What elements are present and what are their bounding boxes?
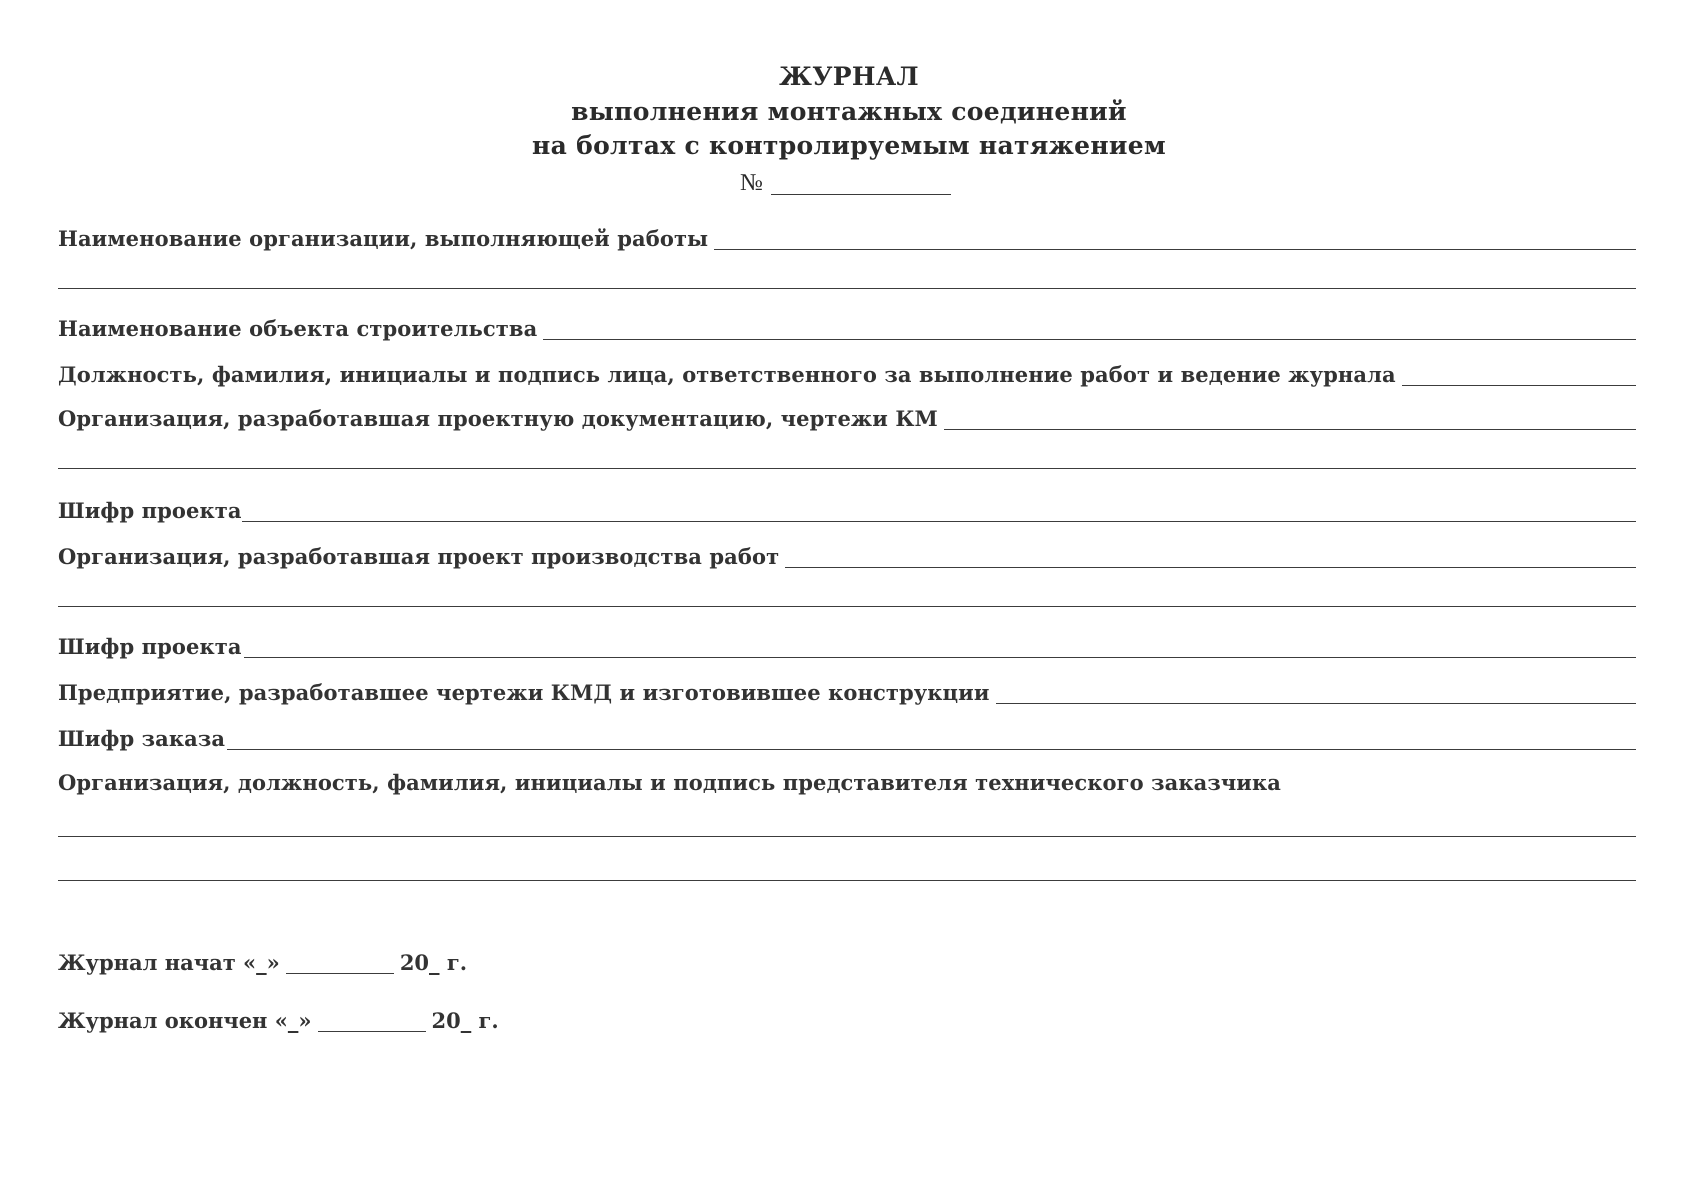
journal-subtitle-line-1: выполнения монтажных соединений [571, 97, 1127, 126]
org-executing-blank[interactable] [714, 229, 1636, 250]
ppr-org-label: Организация, разработавшая проект производства работ [58, 544, 780, 569]
field-ppr-org [58, 540, 1636, 568]
journal-started-label: Журнал начат «_» [58, 950, 280, 975]
journal-started-month-blank[interactable] [286, 955, 394, 974]
journal-ended-year: 20_ г. [431, 1008, 499, 1033]
field-object-name [58, 312, 1636, 340]
design-org-km-label: Организация, разработавшая проектную документацию, чертежи КМ [58, 406, 938, 431]
project-code-2-label: Шифр проекта [58, 634, 242, 659]
journal-ended-label: Журнал окончен «_» [58, 1008, 312, 1033]
kmd-enterprise-label: Предприятие, разработавшее чертежи КМД и изготовившее конструкции [58, 680, 990, 705]
object-name-label: Наименование объекта строительства [58, 316, 538, 341]
field-kmd-enterprise [58, 676, 1636, 704]
ppr-org-blank[interactable] [785, 547, 1636, 568]
field-order-code [58, 722, 1636, 750]
journal-number-row [740, 165, 951, 195]
object-name-blank[interactable] [543, 319, 1636, 340]
journal-title: ЖУРНАЛ [779, 62, 919, 91]
project-code-1-label: Шифр проекта [58, 498, 242, 523]
field-project-code-1 [58, 494, 1636, 522]
customer-rep-label: Организация, должность, фамилия, инициалы и подпись представителя технического заказчика [58, 770, 1281, 795]
kmd-enterprise-blank[interactable] [996, 683, 1636, 704]
journal-number-blank[interactable] [771, 174, 951, 195]
journal-ended-month-blank[interactable] [318, 1013, 426, 1032]
ppr-org-blank-continued[interactable] [58, 606, 1636, 607]
responsible-person-label: Должность, фамилия, инициалы и подпись лица, ответственного за выполнение работ и ведение журнала [58, 362, 1396, 387]
field-design-org-km [58, 402, 1636, 430]
customer-rep-blank-1[interactable] [58, 836, 1636, 837]
design-org-km-blank[interactable] [944, 409, 1636, 430]
field-customer-rep [58, 766, 1636, 794]
number-sign: № [740, 170, 763, 196]
journal-started-year: 20_ г. [399, 950, 468, 975]
customer-rep-blank-2[interactable] [58, 880, 1636, 881]
field-responsible-person [58, 358, 1636, 386]
journal-subtitle-line-2: на болтах с контролируемым натяжением [532, 131, 1166, 160]
responsible-person-blank[interactable] [1402, 365, 1636, 386]
org-executing-blank-continued[interactable] [58, 288, 1636, 289]
org-executing-label: Наименование организации, выполняющей работы [58, 226, 709, 251]
field-project-code-2 [58, 630, 1636, 658]
order-code-label: Шифр заказа [58, 726, 226, 751]
journal-started-row [58, 946, 467, 974]
journal-ended-row [58, 1004, 499, 1032]
project-code-2-blank[interactable] [244, 637, 1636, 658]
order-code-blank[interactable] [227, 729, 1636, 750]
field-org-executing [58, 222, 1636, 250]
project-code-1-blank[interactable] [242, 501, 1636, 522]
design-org-km-blank-continued[interactable] [58, 468, 1636, 469]
